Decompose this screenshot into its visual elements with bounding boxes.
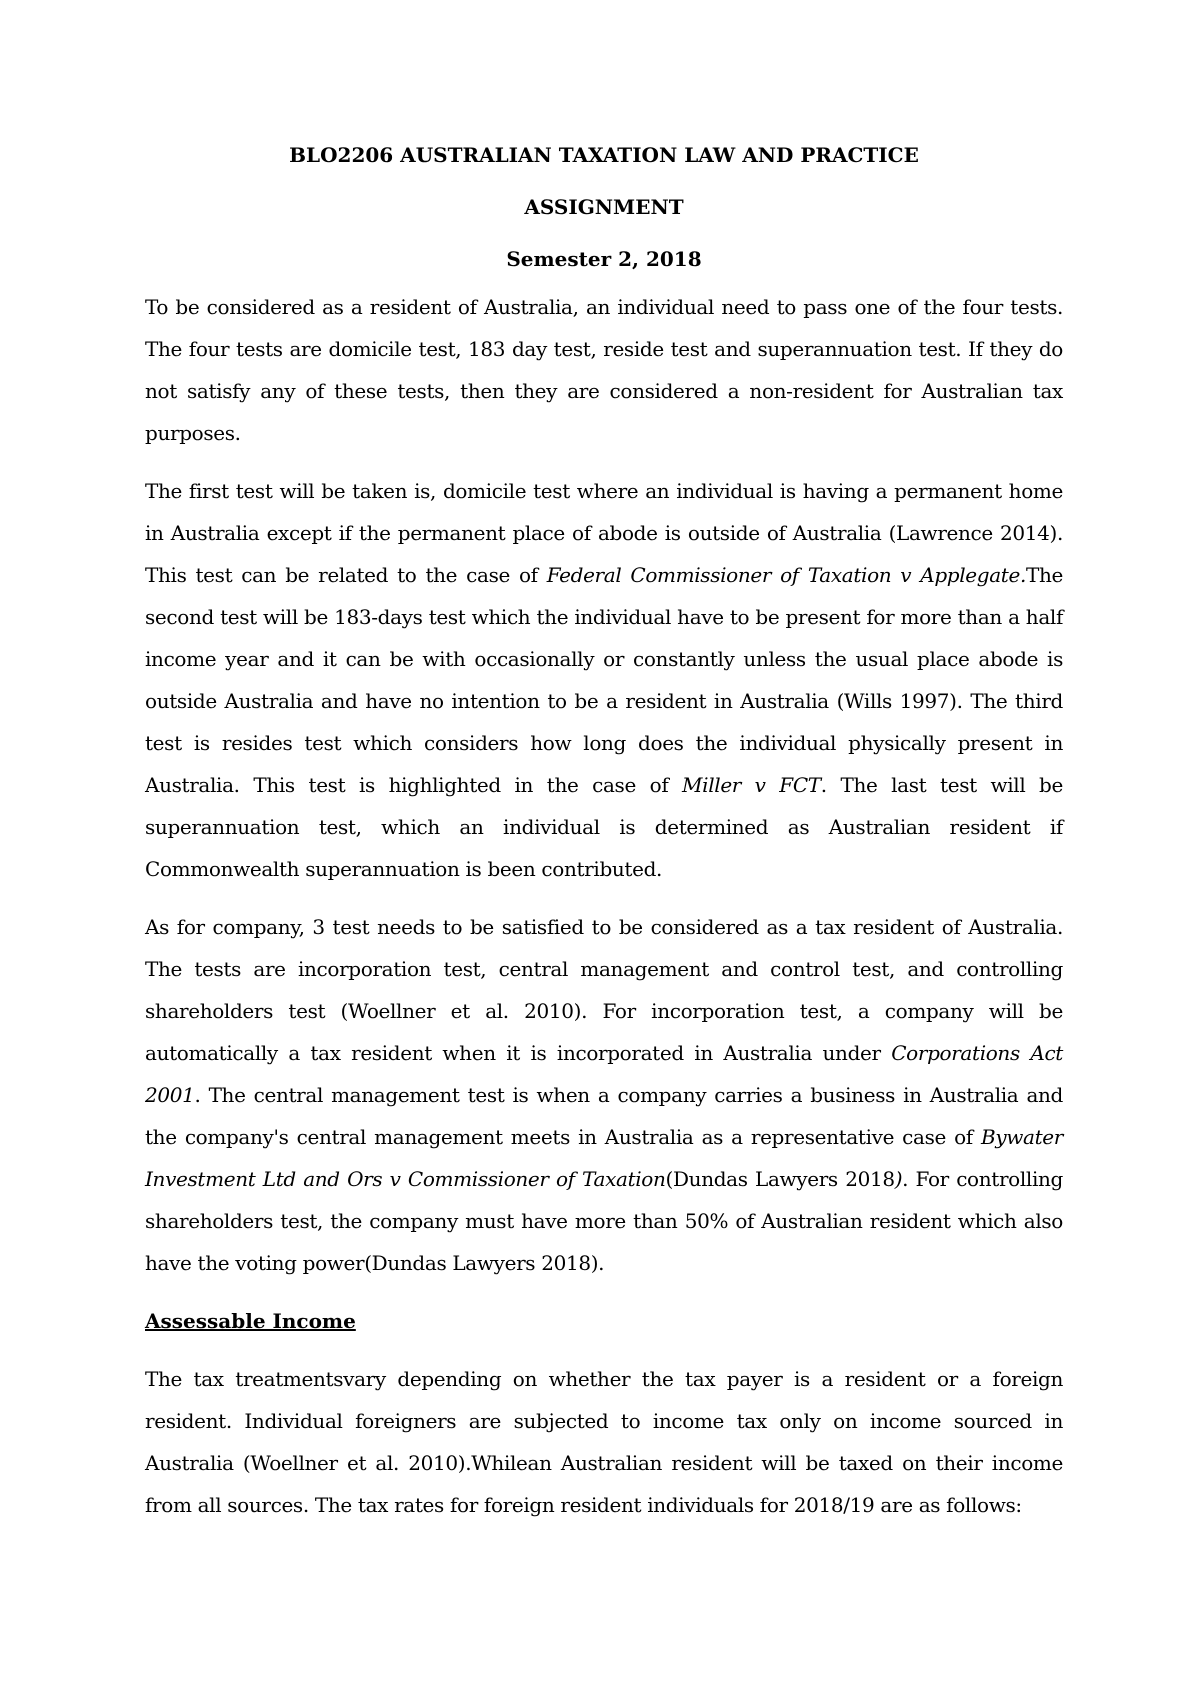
case-citation: Bywater Investment Ltd and Ors v Commissioner of Taxation xyxy=(145,1125,1063,1191)
residency-intro-paragraph: To be considered as a resident of Australia, an individual need to pass one of the four tests. The four tests are domicile test, 183 day test, reside test and superannuation test. If they do not satisfy any of these tests, then they are considered a non-resident for Australian tax purposes. xyxy=(145,295,1063,445)
paragraph-text: . For controlling shareholders test, the company must have more than 50% of Australian resident which also have the voting power(Dundas Lawyers 2018). xyxy=(145,1167,1063,1275)
paragraph-text: As for company, 3 test needs to be satisfied to be considered as a tax resident of Australia. The tests are incorporation test, central management and control test, and controlling shareholders test (Woellner et al. 2010). For incorporation test, a company will be automatically a tax resident when it is incorporated in Australia under xyxy=(145,915,1063,1065)
paragraph-text: . The last test will be superannuation test, which an individual is determined as Australian resident if Commonwealth superannuation is been contributed. xyxy=(145,773,1063,881)
document-body xyxy=(145,143,1063,1542)
case-citation: Federal Commissioner of Taxation v Applegate. xyxy=(546,563,1026,587)
document-type-heading: ASSIGNMENT xyxy=(524,195,684,219)
paragraph-text: (Dundas Lawyers 2018 xyxy=(665,1167,895,1191)
paragraph-text: The second test will be 183-days test which the individual have to be present for more than a half income year and it can be with occasionally or constantly unless the usual place abode is outside Australia and have no intention to be a resident in Australia (Wills 1997). The third test is resides test which considers how long does the individual physically present in Australia. This test is highlighted in the case of xyxy=(145,563,1063,797)
semester-heading: Semester 2, 2018 xyxy=(506,247,702,271)
assessable-income-heading: Assessable Income xyxy=(145,1309,356,1333)
paragraph-text: The first test will be taken is, domicile test where an individual is having a permanent home in Australia except if the permanent place of abode is outside of Australia (Lawrence 2014). This test can be related to the case of xyxy=(145,479,1063,587)
assessable-income-paragraph: The tax treatmentsvary depending on whether the tax payer is a resident or a foreign resident. Individual foreigners are subjected to income tax only on income sourced in Australia (Woellner et al. 2010).Whilean Australian resident will be taxed on their income from all sources. The tax rates for foreign resident individuals for 2018/19 are as follows: xyxy=(145,1367,1063,1517)
residency-tests-paragraph xyxy=(145,470,1063,890)
paragraph-text: . The central management test is when a company carries a business in Australia and the company's central management meets in Australia as a representative case of xyxy=(145,1083,1063,1149)
case-citation: Miller v FCT xyxy=(682,773,821,797)
course-title: BLO2206 AUSTRALIAN TAXATION LAW AND PRACTICE xyxy=(289,143,919,167)
company-residency-paragraph xyxy=(145,906,1063,1284)
paragraph-text: ) xyxy=(894,1167,903,1191)
legislation-citation: Corporations Act 2001 xyxy=(145,1041,1063,1107)
